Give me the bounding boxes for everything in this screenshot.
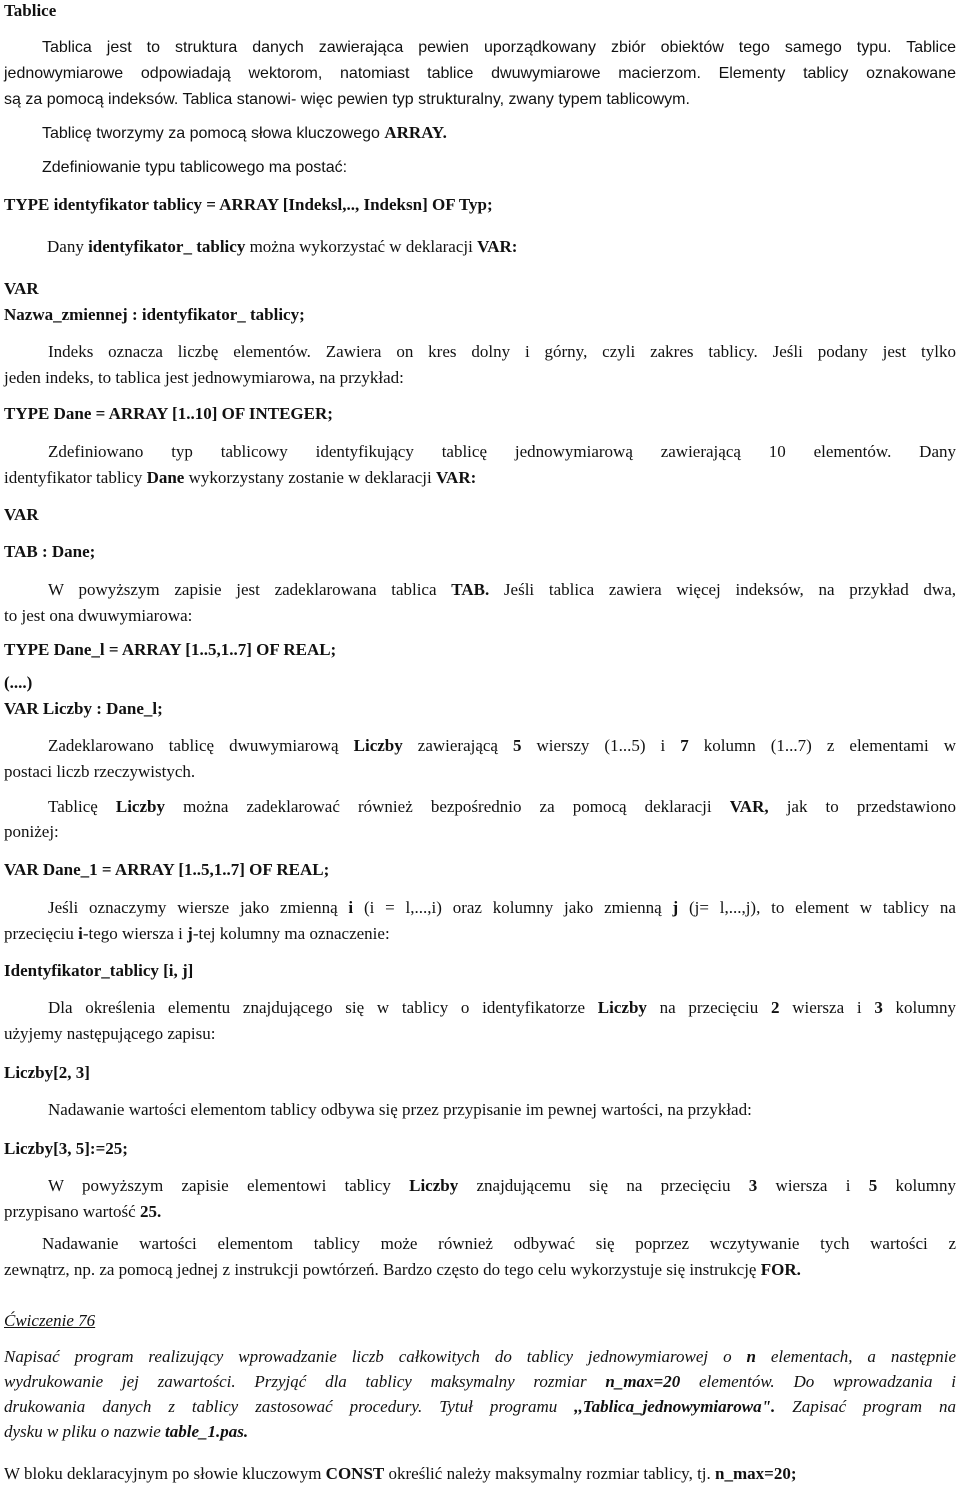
text-line: [4, 1397, 956, 1417]
text-span: W powyższym zapisie elementowi tablicy: [48, 1176, 410, 1195]
text-line: [48, 898, 956, 918]
number: 5: [868, 1176, 878, 1195]
code-line: VAR: [4, 505, 39, 524]
text-span: można wykorzystać w deklaracji: [245, 237, 478, 256]
number: 25.: [139, 1202, 162, 1221]
text-span: elementów. Do wprowadzania i: [680, 1372, 956, 1391]
text-span: Tablicę: [48, 797, 116, 816]
page-title: Tablice: [4, 1, 57, 20]
code-line: Liczby[2, 3]: [4, 1063, 90, 1082]
text-span: na przecięciu: [646, 998, 771, 1017]
text-line: [4, 468, 956, 488]
code-line: Liczby[3, 5]:=25;: [4, 1139, 128, 1158]
text-span: Tablicę tworzymy za pomocą słowa kluczowego: [42, 125, 385, 142]
text-span: W powyższym zapisie jest zadeklarowana tablica: [48, 580, 452, 599]
code-line: Identyfikator_tablicy [i, j]: [4, 961, 194, 980]
text-line: [4, 1260, 956, 1280]
text-span: (j= l,...,j), to element w tablicy na: [678, 898, 956, 917]
text-span: Zapisać program na: [775, 1397, 956, 1416]
code-line: VAR Dane_1 = ARRAY [1..5,1..7] OF REAL;: [4, 860, 330, 879]
text-span: elementach, a następnie: [755, 1347, 956, 1366]
text-line: to jest ona dwuwymiarowa:: [4, 606, 193, 625]
identifier: TAB.: [451, 580, 490, 599]
keyword-var: VAR,: [729, 797, 769, 816]
text-span: -tego wiersza i: [82, 924, 188, 943]
text-line: [42, 123, 956, 144]
text-line: użyjemy następującego zapisu:: [4, 1024, 216, 1043]
text-span: Napisać program realizujący wprowadzanie liczb całkowitych do tablicy jednowymiarowej o: [4, 1347, 747, 1366]
text-span: wykorzystany zostanie w deklaracji: [184, 468, 436, 487]
text-line: jeden indeks, to tablica jest jednowymiarowa, na przykład:: [4, 368, 404, 387]
text-line: [48, 1176, 956, 1196]
code-line: TYPE Dane_l = ARRAY [1..5,1..7] OF REAL;: [4, 640, 337, 659]
variable: n: [746, 1347, 756, 1366]
code-line: (....): [4, 673, 33, 692]
text-span: dysku w pliku o nazwie: [4, 1422, 166, 1441]
identifier: Liczby: [597, 998, 647, 1017]
text-line: są za pomocą indeksów. Tablica stanowi- więc pewien typ strukturalny, zwany typem tablicowym.: [4, 91, 690, 108]
text-span: -tej kolumny ma oznaczenie:: [192, 924, 390, 943]
text-span: Jeśli tablica zawiera więcej indeksów, na przykład dwa,: [489, 580, 956, 599]
text-line: [47, 237, 956, 257]
keyword-const: CONST: [325, 1464, 385, 1483]
text-span: kolumn (1...7) z elementami w: [688, 736, 957, 755]
keyword-var: VAR:: [477, 237, 518, 256]
code-line: VAR: [4, 279, 39, 298]
text-span: wierszy (1...5) i: [521, 736, 681, 755]
text-line: jednowymiarowe odpowiadają wektorom, natomiast tablice dwuwymiarowe macierzom. Elementy tablicy oznakowane: [4, 65, 956, 82]
variable: i: [78, 924, 83, 943]
text-line: Tablica jest to struktura danych zawierająca pewien uporządkowany zbiór obiektów tego samego typu. Tablice: [42, 39, 956, 56]
code-line: Nazwa_zmiennej : identyfikator_ tablicy;: [4, 305, 305, 324]
text-span: przypisano wartość: [4, 1202, 140, 1221]
text-span: zawierającą: [402, 736, 513, 755]
text-span: Dla określenia elementu znajdującego się w tablicy o identyfikatorze: [48, 998, 598, 1017]
text-line: Nadawanie wartości elementom tablicy odbywa się przez przypisanie im pewnej wartości, na przykład:: [48, 1100, 752, 1119]
text-span: (i = l,...,i) oraz kolumny jako zmienną: [353, 898, 673, 917]
code-line: VAR Liczby : Dane_l;: [4, 699, 163, 718]
text-span: kolumny: [882, 998, 957, 1017]
text-span: wiersza i: [779, 998, 875, 1017]
text-line: [4, 1464, 956, 1484]
number: 3: [874, 998, 883, 1017]
number: 2: [770, 998, 780, 1017]
identifier: n_max=20: [605, 1372, 681, 1391]
text-line: [4, 1202, 956, 1222]
code-line: TYPE identyfikator tablicy = ARRAY [Indeksl,.., Indeksn] OF Typ;: [4, 195, 493, 214]
exercise-heading: Ćwiczenie 76: [4, 1311, 96, 1330]
text-span: Dany: [47, 237, 89, 256]
code-line: TAB : Dane;: [4, 542, 96, 561]
keyword-var: VAR:: [435, 468, 477, 487]
text-line: postaci liczb rzeczywistych.: [4, 762, 196, 781]
number: 3: [748, 1176, 758, 1195]
text-line: Indeks oznacza liczbę elementów. Zawiera on kres dolny i górny, czyli zakres tablicy. Jeśli podany jest tylko: [48, 342, 956, 361]
text-line: Zdefiniowano typ tablicowy identyfikujący tablicę jednowymiarową zawierającą 10 elementów. Dany: [48, 442, 956, 461]
keyword-for: FOR.: [760, 1260, 801, 1279]
text-span: zewnątrz, np. za pomocą jednej z instrukcji powtórzeń. Bardzo często do tego celu wykorzystuje się instrukcję: [4, 1260, 761, 1279]
variable: i: [348, 898, 354, 917]
text-line: [4, 1422, 956, 1442]
text-line: [4, 924, 956, 944]
text-span: wydrukowanie jej zawartości. Przyjąć dla tablicy maksymalny rozmiar: [4, 1372, 606, 1391]
identifier: Liczby: [353, 736, 403, 755]
text-line: Zdefiniowanie typu tablicowego ma postać:: [42, 159, 348, 176]
text-line: [48, 998, 956, 1018]
variable: j: [672, 898, 679, 917]
identifier: identyfikator_ tablicy: [88, 237, 246, 256]
text-span: Jeśli oznaczymy wiersze jako zmienną: [48, 898, 349, 917]
code-line: TYPE Dane = ARRAY [1..10] OF INTEGER;: [4, 404, 333, 423]
file-name: table_1.pas.: [165, 1422, 249, 1441]
text-line: [4, 1372, 956, 1392]
program-title: ,,Tablica_jednowymiarowa".: [574, 1397, 776, 1416]
number: 7: [680, 736, 689, 755]
text-span: wiersza i: [757, 1176, 869, 1195]
text-span: drukowania danych z tablicy zastosować procedury. Tytuł programu: [4, 1397, 575, 1416]
text-line: [48, 736, 956, 756]
text-span: kolumny: [877, 1176, 956, 1195]
text-line: [48, 580, 956, 600]
text-line: [4, 1347, 956, 1367]
keyword-array: ARRAY.: [384, 123, 447, 142]
text-line: [48, 797, 956, 817]
identifier: Liczby: [115, 797, 165, 816]
text-span: przecięciu: [4, 924, 79, 943]
text-span: identyfikator tablicy: [4, 468, 147, 487]
variable: j: [187, 924, 193, 943]
text-span: W bloku deklaracyjnym po słowie kluczowym: [4, 1464, 326, 1483]
text-span: znajdującemu się na przecięciu: [458, 1176, 749, 1195]
identifier: Liczby: [409, 1176, 459, 1195]
text-span: określić należy maksymalny rozmiar tablicy, tj.: [384, 1464, 716, 1483]
text-line: Nadawanie wartości elementom tablicy może również odbywać się poprzez wczytywanie tych wartości z: [42, 1234, 956, 1253]
text-span: można zadeklarować również bezpośrednio za pomocą deklaracji: [164, 797, 730, 816]
text-span: Zadeklarowano tablicę dwuwymiarową: [48, 736, 354, 755]
identifier: Dane: [146, 468, 185, 487]
text-line: poniżej:: [4, 822, 59, 841]
identifier: n_max=20;: [715, 1464, 797, 1483]
text-span: jak to przedstawiono: [768, 797, 956, 816]
number: 5: [513, 736, 522, 755]
